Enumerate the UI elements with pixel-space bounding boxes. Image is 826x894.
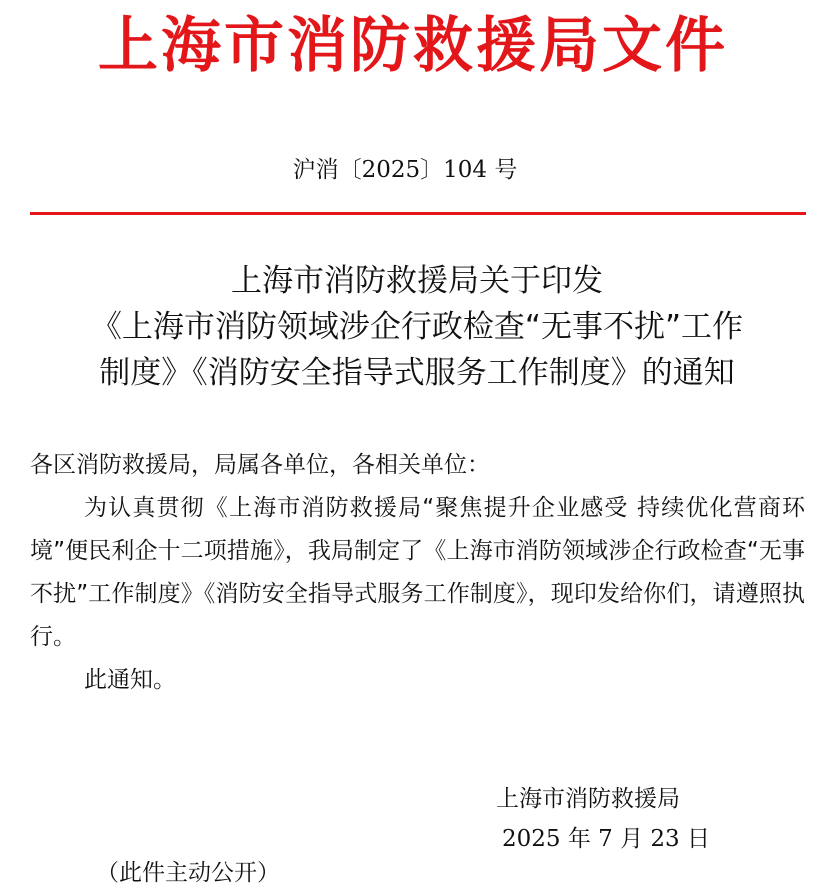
notice-title-line-2: 《上海市消防领域涉企行政检查“无事不扰”工作 [90, 309, 744, 345]
document-header-title: 上海市消防救援局文件 [98, 11, 728, 81]
notice-title-line-3: 制度》《消防安全指导式服务工作制度》的通知 [99, 355, 735, 391]
notice-title-line-1: 上海市消防救援局关于印发 [231, 263, 603, 299]
notice-title [22, 258, 812, 396]
red-divider-line [30, 212, 806, 215]
public-disclosure-note: （此件主动公开） [96, 860, 280, 886]
issuing-authority: 上海市消防救援局 [496, 786, 680, 812]
document-number: 沪消〔2025〕104 号 [292, 157, 518, 183]
issue-date: 2025 年 7 月 23 日 [502, 826, 710, 852]
salutation: 各区消防救援局，局属各单位，各相关单位： [30, 452, 490, 478]
body-paragraph-closing: 此通知。 [84, 667, 176, 693]
notice-body [30, 444, 805, 702]
body-paragraph-main: 为认真贯彻《上海市消防救援局“聚焦提升企业感受 持续优化营商环境”便民利企十二项措施》，我局制定了《上海市消防领域涉企行政检查“无事不扰”工作制度》《消防安全指导式服务工作制度》，现印发给你们，请遵照执行。 [30, 495, 805, 650]
